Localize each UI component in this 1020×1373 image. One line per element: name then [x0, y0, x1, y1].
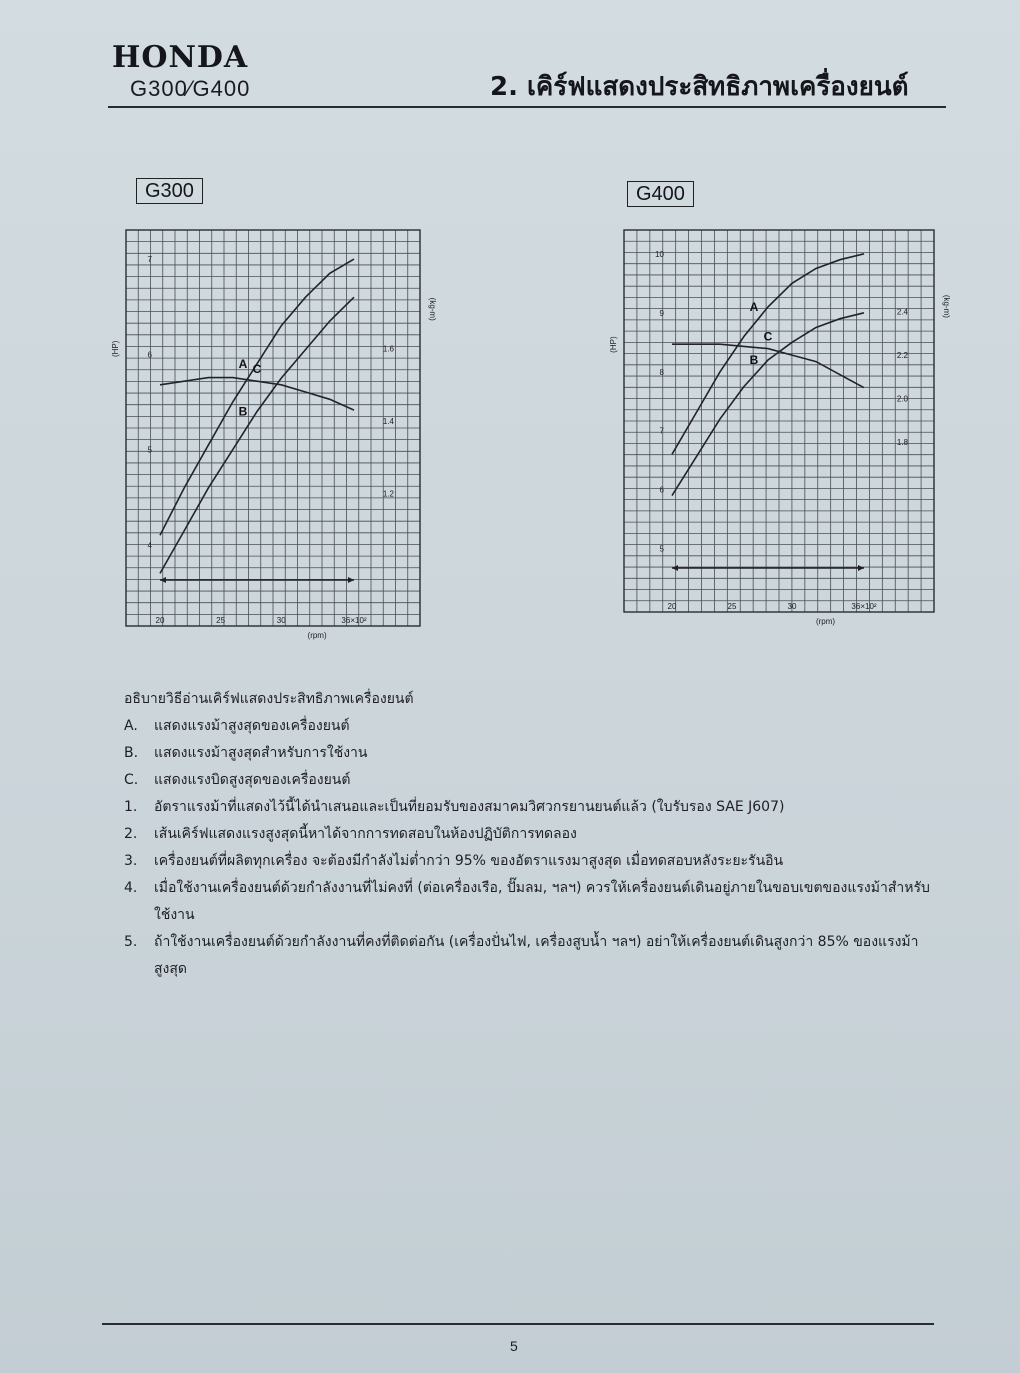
y-left-tick-label: 7 — [147, 255, 152, 265]
y-right-tick-label: 1.6 — [382, 344, 394, 354]
note-item — [124, 929, 934, 983]
item-text: แสดงแรงม้าสูงสุดสำหรับการใช้งาน — [154, 745, 368, 761]
note-item — [124, 848, 934, 875]
footer-rule — [102, 1323, 934, 1325]
note-item — [124, 875, 934, 929]
item-marker: 2. — [124, 826, 138, 842]
brand-logo: HONDA — [112, 40, 249, 75]
x-tick-label: 30 — [276, 616, 286, 625]
curve-c — [672, 344, 864, 388]
g300-performance-chart — [108, 222, 448, 642]
item-text: แสดงแรงม้าสูงสุดของเครื่องยนต์ — [154, 718, 350, 734]
item-marker: 3. — [124, 853, 138, 869]
y-left-axis-label: (HP) — [111, 340, 120, 358]
notes-heading: อธิบายวิธีอ่านเคิร์ฟแสดงประสิทธิภาพเครื่องยนต์ — [124, 691, 414, 707]
legend-item — [124, 767, 934, 794]
model-name: G300⁄G400 — [130, 76, 251, 101]
arrow-head-right — [348, 577, 354, 583]
g400-performance-chart — [606, 222, 956, 627]
x-tick-label: 25 — [727, 602, 737, 611]
curve-label-c: C — [763, 329, 773, 344]
y-right-tick-label: 1.8 — [896, 438, 908, 448]
item-marker: C. — [124, 772, 139, 788]
legend-item — [124, 713, 934, 740]
curve-b — [160, 297, 354, 573]
y-left-tick-label: 4 — [147, 540, 152, 550]
y-left-tick-label: 5 — [147, 445, 152, 455]
item-text: เส้นเคิร์ฟแสดงแรงสูงสุดนี้หาได้จากการทดสอบในห้องปฏิบัติการทดลอง — [154, 826, 577, 842]
y-right-axis-label: (kg-m) — [428, 297, 437, 321]
item-text: แสดงแรงบิดสูงสุดของเครื่องยนต์ — [154, 772, 351, 788]
curve-label-c: C — [252, 362, 262, 377]
y-right-tick-label: 2.4 — [896, 307, 908, 317]
y-right-tick-label: 2.0 — [896, 394, 908, 404]
item-text: เครื่องยนต์ที่ผลิตทุกเครื่อง จะต้องมีกำลังไม่ต่ำกว่า 95% ของอัตราแรงมาสูงสุด เมื่อทดสอบหลังระยะรันอิน — [154, 853, 784, 869]
y-left-tick-label: 5 — [659, 544, 664, 554]
item-marker: A. — [124, 718, 138, 734]
item-marker: B. — [124, 745, 139, 761]
notes-list — [124, 794, 934, 983]
arrow-head-right — [858, 565, 864, 571]
page-number: 5 — [510, 1338, 518, 1354]
y-right-tick-label: 1.2 — [382, 489, 394, 499]
y-left-tick-label: 6 — [147, 350, 152, 360]
x-tick-label: 20 — [667, 602, 677, 611]
legend-item — [124, 740, 934, 767]
note-item — [124, 794, 934, 821]
notes-section — [124, 686, 934, 983]
curve-label-a: A — [238, 356, 248, 371]
y-right-tick-label: 2.2 — [896, 351, 908, 361]
x-axis-label: (rpm) — [307, 631, 327, 640]
item-marker: 4. — [124, 880, 138, 896]
x-tick-label: 20 — [155, 616, 165, 625]
y-left-tick-label: 8 — [659, 367, 664, 377]
y-left-tick-label: 7 — [659, 426, 664, 436]
item-text: เมื่อใช้งานเครื่องยนต์ด้วยกำลังงานที่ไม่คงที่ (ต่อเครื่องเรือ, ปั๊มลม, ฯลฯ) ควรให้เครื่องยนต์เดินอยู่ภายในขอบเขตของแรงม้าสำหรับใช้งาน — [154, 880, 930, 923]
x-tick-label: 36×10² — [341, 616, 367, 625]
x-tick-label: 25 — [216, 616, 226, 625]
page-title: 2. เคิร์ฟแสดงประสิทธิภาพเครื่องยนต์ — [490, 72, 909, 102]
curve-a — [672, 254, 864, 454]
note-item — [124, 821, 934, 848]
item-marker: 5. — [124, 934, 138, 950]
x-tick-label: 30 — [787, 602, 797, 611]
curve-label-b: B — [238, 404, 248, 419]
header-rule — [108, 106, 946, 108]
chart-label-g400: G400 — [627, 181, 694, 207]
curve-c — [160, 378, 354, 411]
y-right-tick-label: 1.4 — [382, 417, 394, 426]
arrow-head-left — [672, 565, 678, 571]
x-axis-label: (rpm) — [815, 617, 836, 626]
y-left-tick-label: 10 — [655, 249, 664, 259]
y-right-axis-label: (kg-m) — [942, 294, 951, 318]
y-left-axis-label: (HP) — [609, 336, 618, 353]
legend-list — [124, 713, 934, 794]
y-left-tick-label: 6 — [659, 485, 664, 495]
x-tick-label: 36×10² — [851, 602, 877, 611]
y-left-tick-label: 9 — [659, 308, 664, 318]
item-text: ถ้าใช้งานเครื่องยนต์ด้วยกำลังงานที่คงที่ติดต่อกัน (เครื่องปั่นไฟ, เครื่องสูบน้ำ ฯลฯ) อย่าให้เครื่องยนต์เดินสูงกว่า 85% ของแรงม้าสูงสุด — [154, 934, 919, 977]
item-text: อัตราแรงม้าที่แสดงไว้นี้ได้นำเสนอและเป็นที่ยอมรับของสมาคมวิศวกรยานยนต์แล้ว (ใบรับรอง SAE J607) — [154, 799, 785, 815]
curve-label-b: B — [749, 352, 759, 367]
item-marker: 1. — [124, 799, 138, 815]
curve-label-a: A — [749, 299, 759, 314]
chart-label-g300: G300 — [136, 178, 203, 204]
